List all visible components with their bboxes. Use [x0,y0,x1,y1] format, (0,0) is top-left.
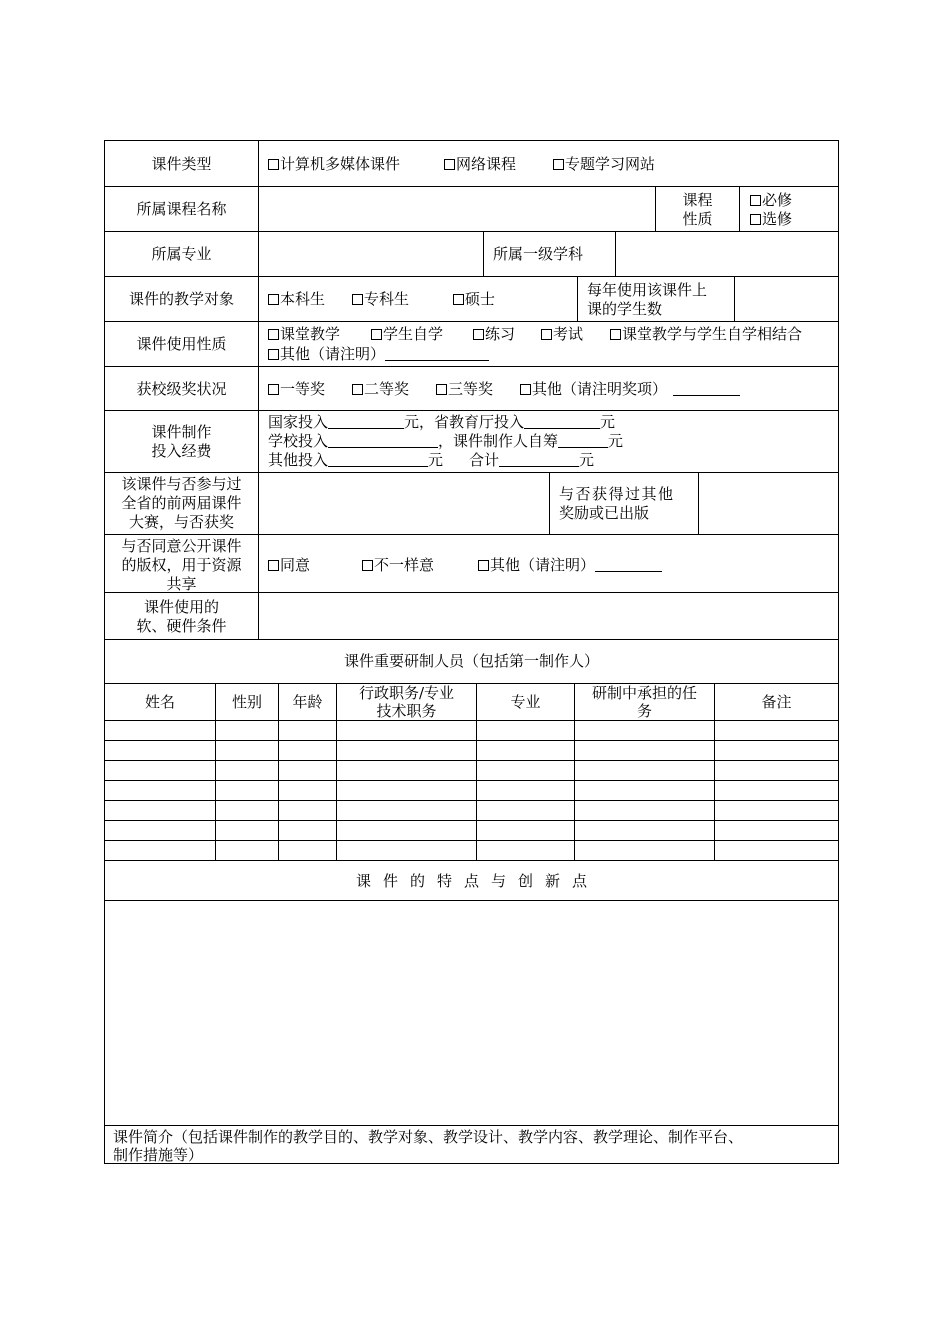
target-option[interactable]: 硕士 [453,290,495,308]
checkbox-icon [453,294,464,305]
checkbox-icon [553,159,564,170]
checkbox-icon [268,329,279,340]
cell-divider [577,276,578,322]
funding-line-3: 其他投入 元 合计 元 [268,451,595,469]
nature-elective-option[interactable]: 选修 [750,210,792,228]
funding-line-1: 国家投入 元，省教育厅投入 元 [268,413,616,431]
students-count-label: 每年使用该课件上 [587,281,708,299]
other-awards-field[interactable] [699,473,838,534]
competition-label: 大赛，与否获奖 [128,513,234,531]
checkbox-icon [436,384,447,395]
discipline-label: 所属一级学科 [493,245,584,263]
border-top [104,140,839,141]
staff-header-age: 年龄 [292,693,323,711]
funding-line-2: 学校投入 ，课件制作人自筹 元 [268,432,624,450]
table-row[interactable] [105,801,838,820]
courseware-type-option[interactable]: 计算机多媒体课件 [268,155,400,173]
nature-required-option[interactable]: 必修 [750,191,792,209]
discipline-field[interactable] [616,232,838,276]
provincial-funding-blank[interactable] [524,415,600,429]
competition-label: 该课件与否参与过 [121,475,242,493]
border-bottom [104,1163,839,1164]
copyright-other-blank[interactable] [595,558,662,572]
staff-header-gender: 性别 [231,693,262,711]
staff-title: 课件重要研制人员（包括第一制作人） [343,652,599,670]
awards-option[interactable]: 三等奖 [436,380,493,398]
row-divider [104,534,839,535]
course-nature-label: 性质 [682,210,713,228]
competition-field[interactable] [259,473,549,534]
row-divider [104,1125,839,1126]
checkbox-icon [268,294,279,305]
checkbox-icon [473,329,484,340]
row-divider [104,639,839,640]
checkbox-icon [268,560,279,571]
usage-option[interactable]: 课堂教学与学生自学相结合 [610,325,802,343]
checkbox-icon [750,214,761,225]
target-label: 课件的教学对象 [128,290,234,308]
checkbox-icon [352,384,363,395]
checkbox-icon [268,159,279,170]
other-funding-blank[interactable] [328,453,428,467]
checkbox-icon [352,294,363,305]
features-title: 课件的特点与创新点 [355,872,599,890]
checkbox-icon [610,329,621,340]
table-row[interactable] [105,841,838,860]
awards-label: 获校级奖状况 [136,380,227,398]
awards-option[interactable]: 一等奖 [268,380,325,398]
checkbox-icon [444,159,455,170]
author-funding-blank[interactable] [558,434,608,448]
staff-header-position: 行政职务/专业 [358,684,455,702]
cell-divider [483,231,484,277]
students-count-field[interactable] [735,277,838,321]
staff-header-name: 姓名 [144,693,175,711]
copyright-other-option[interactable]: 其他（请注明） [478,556,662,574]
target-option[interactable]: 本科生 [268,290,325,308]
competition-label: 全省的前两届课件 [121,494,242,512]
awards-other-option[interactable]: 其他（请注明奖项） [520,380,740,398]
target-option[interactable]: 专科生 [352,290,409,308]
checkbox-icon [268,384,279,395]
usage-other-option[interactable]: 其他（请注明） [268,345,489,363]
national-funding-blank[interactable] [328,415,404,429]
table-row[interactable] [105,761,838,780]
other-awards-label: 奖励或已出版 [559,504,650,522]
usage-option[interactable]: 学生自学 [371,325,443,343]
checkbox-icon [371,329,382,340]
major-field[interactable] [259,232,483,276]
table-row[interactable] [105,781,838,800]
row-divider [104,276,839,277]
row-divider [104,410,839,411]
checkbox-icon [541,329,552,340]
major-label: 所属专业 [151,245,212,263]
usage-label: 课件使用性质 [136,335,227,353]
copyright-label: 共享 [166,575,197,593]
course-name-label: 所属课程名称 [136,200,227,218]
checkbox-icon [520,384,531,395]
total-funding-blank[interactable] [499,453,579,467]
row-divider [104,366,839,367]
staff-header-major: 专业 [510,693,541,711]
conditions-label: 软、硬件条件 [136,617,227,635]
checkbox-icon [478,560,489,571]
courseware-type-label: 课件类型 [151,155,212,173]
staff-header-task: 务 [636,702,652,720]
cell-divider [739,186,740,232]
cell-divider [549,472,550,535]
features-field[interactable] [105,901,838,1125]
checkbox-icon [268,349,279,360]
checkbox-icon [362,560,373,571]
usage-option[interactable]: 练习 [473,325,515,343]
course-nature-label: 课程 [682,191,713,209]
table-row[interactable] [105,741,838,760]
funding-label: 课件制作 [151,423,212,441]
usage-option[interactable]: 课堂教学 [268,325,340,343]
usage-other-blank[interactable] [385,347,489,361]
students-count-label: 课的学生数 [587,300,663,318]
checkbox-icon [750,195,761,206]
intro-label: 课件简介（包括课件制作的教学目的、教学对象、教学设计、教学内容、教学理论、制作平台、 [113,1128,744,1146]
copyright-label: 与否同意公开课件 [121,537,242,555]
copyright-label: 的版权，用于资源 [121,556,242,574]
staff-header-remark: 备注 [761,693,792,711]
conditions-label: 课件使用的 [143,598,219,616]
courseware-type-option[interactable]: 网络课程 [444,155,516,173]
staff-header-task: 研制中承担的任 [591,684,697,702]
table-row[interactable] [105,821,838,840]
conditions-field[interactable] [259,593,838,639]
funding-label: 投入经费 [151,442,212,460]
staff-header-position: 技术职务 [376,702,437,720]
courseware-type-option[interactable]: 专题学习网站 [553,155,655,173]
usage-option[interactable]: 考试 [541,325,583,343]
intro-label: 制作措施等） [113,1146,204,1164]
row-divider [104,321,839,322]
awards-other-blank[interactable] [673,382,740,396]
course-name-field[interactable] [259,187,655,231]
school-funding-blank[interactable] [328,434,438,448]
awards-option[interactable]: 二等奖 [352,380,409,398]
border-right [838,140,839,1164]
table-row[interactable] [105,721,838,740]
copyright-agree-option[interactable]: 同意 [268,556,310,574]
other-awards-label: 与否获得过其他 [559,485,675,503]
copyright-disagree-option[interactable]: 不一样意 [362,556,434,574]
